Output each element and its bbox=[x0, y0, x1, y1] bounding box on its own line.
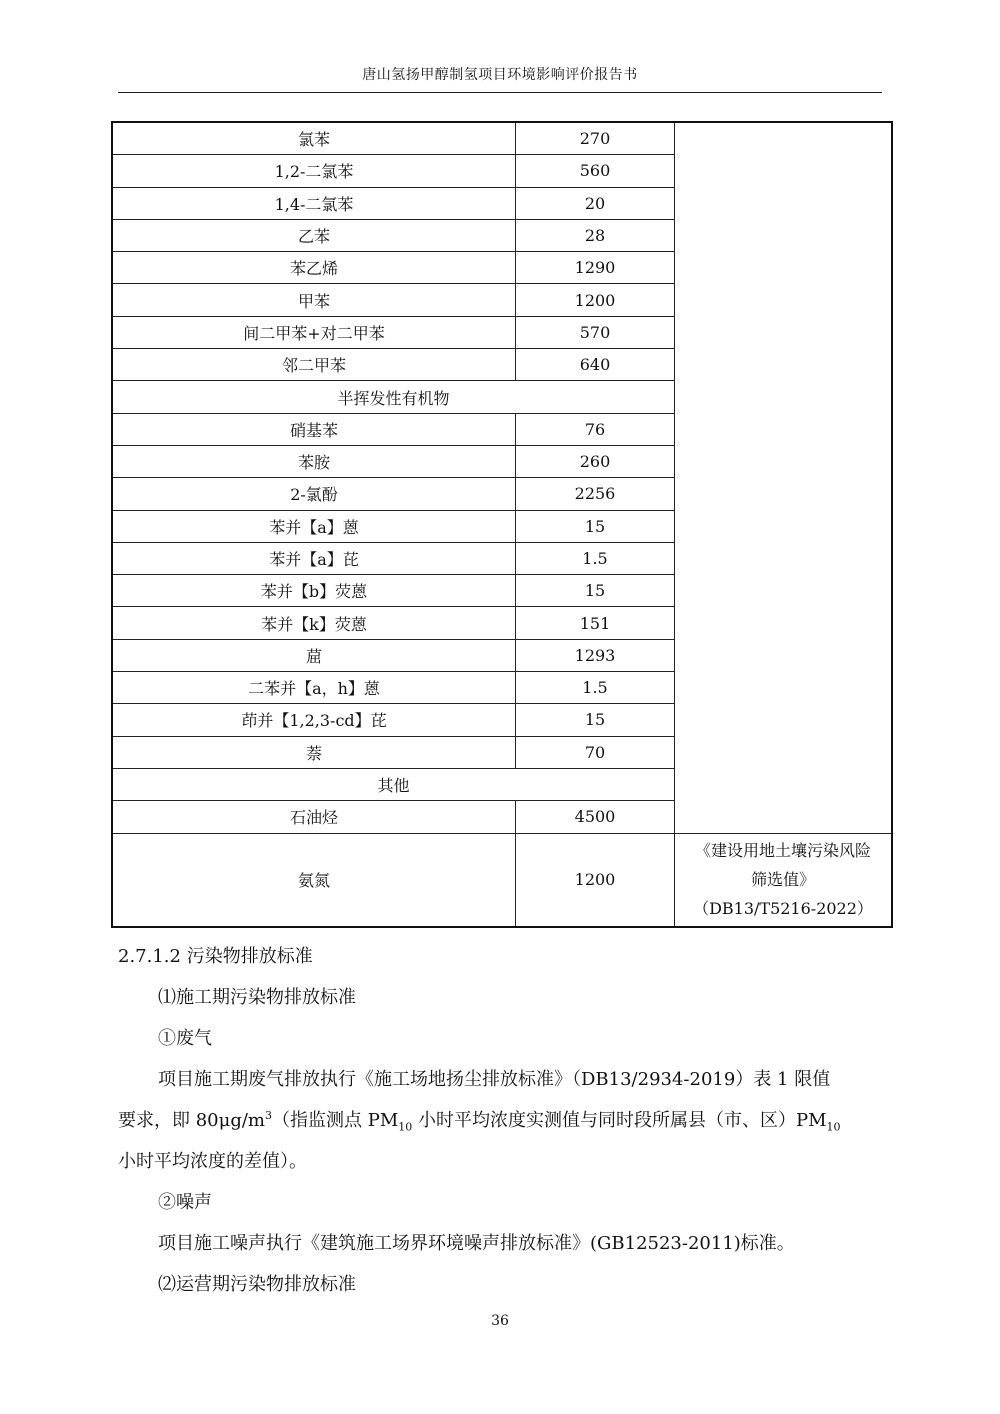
pollutant-name: 茚并【1,2,3-cd】芘 bbox=[112, 704, 516, 736]
screening-value: 151 bbox=[516, 607, 675, 639]
pollutant-name: 石油烃 bbox=[112, 801, 516, 833]
pollutant-name: 苯乙烯 bbox=[112, 252, 516, 284]
pollutant-name: 萘 bbox=[112, 736, 516, 768]
screening-value: 1.5 bbox=[516, 672, 675, 704]
screening-value: 260 bbox=[516, 445, 675, 477]
item-noise: ②噪声 bbox=[158, 1192, 212, 1213]
subheading-operation: ⑵运营期污染物排放标准 bbox=[158, 1274, 356, 1295]
screening-value: 28 bbox=[516, 219, 675, 251]
screening-value: 70 bbox=[516, 736, 675, 768]
standard-source: 《建设用地土壤污染风险 筛选值》 （DB13/T5216-2022） bbox=[675, 833, 893, 927]
screening-value: 1293 bbox=[516, 639, 675, 671]
item-waste-gas: ①废气 bbox=[158, 1028, 212, 1049]
pollutant-name: 氯苯 bbox=[112, 122, 516, 155]
pollutant-name: 苯胺 bbox=[112, 445, 516, 477]
table-row bbox=[112, 833, 892, 927]
pollutant-name: 䓛 bbox=[112, 639, 516, 671]
paragraph-waste-gas-line2: 要求，即 $80\mu g/m^3$（指监测点 $PM_{10}$ 小时平均浓度实测值与同时段所属县（市、区）$PM_{10}$ bbox=[118, 1109, 841, 1134]
pollutant-name: 苯并【a】蒽 bbox=[112, 510, 516, 542]
screening-value: 270 bbox=[516, 122, 675, 155]
pollutant-name: 苯并【k】荧蒽 bbox=[112, 607, 516, 639]
header-rule bbox=[118, 92, 882, 93]
section-label: 半挥发性有机物 bbox=[112, 381, 675, 413]
screening-value: 15 bbox=[516, 704, 675, 736]
screening-value: 15 bbox=[516, 575, 675, 607]
screening-value: 1290 bbox=[516, 252, 675, 284]
screening-value: 2256 bbox=[516, 478, 675, 510]
screening-value: 20 bbox=[516, 187, 675, 219]
paragraph-waste-gas-line1: 项目施工期废气排放执行《施工场地扬尘排放标准》（DB13/2934-2019）表 1 限值 bbox=[158, 1069, 831, 1090]
page-number: 36 bbox=[491, 1313, 509, 1329]
screening-value: 15 bbox=[516, 510, 675, 542]
section-label: 其他 bbox=[112, 768, 675, 800]
table-row bbox=[112, 122, 892, 155]
screening-value: 4500 bbox=[516, 801, 675, 833]
screening-value: 1.5 bbox=[516, 542, 675, 574]
pollutant-name: 氨氮 bbox=[112, 833, 516, 927]
subheading-construction: ⑴施工期污染物排放标准 bbox=[158, 987, 356, 1008]
paragraph-noise: 项目施工噪声执行《建筑施工场界环境噪声排放标准》(GB12523-2011)标准。 bbox=[158, 1233, 795, 1254]
screening-value: 76 bbox=[516, 413, 675, 445]
pollutant-name: 乙苯 bbox=[112, 219, 516, 251]
screening-value: 640 bbox=[516, 349, 675, 381]
section-heading: 2.7.1.2 污染物排放标准 bbox=[118, 946, 313, 967]
pollutant-name: 间二甲苯+对二甲苯 bbox=[112, 316, 516, 348]
pollutant-name: 二苯并【a，h】蒽 bbox=[112, 672, 516, 704]
paragraph-waste-gas-line3: 小时平均浓度的差值）。 bbox=[118, 1151, 307, 1172]
screening-value: 1200 bbox=[516, 284, 675, 316]
pollutant-name: 邻二甲苯 bbox=[112, 349, 516, 381]
standards-table bbox=[111, 121, 893, 928]
screening-value: 560 bbox=[516, 155, 675, 187]
pollutant-name: 苯并【b】荧蒽 bbox=[112, 575, 516, 607]
pollutant-name: 1,4-二氯苯 bbox=[112, 187, 516, 219]
pollutant-name: 硝基苯 bbox=[112, 413, 516, 445]
pollutant-name: 甲苯 bbox=[112, 284, 516, 316]
screening-value: 570 bbox=[516, 316, 675, 348]
pollutant-name: 1,2-二氯苯 bbox=[112, 155, 516, 187]
page-header-title: 唐山氢扬甲醇制氢项目环境影响评价报告书 bbox=[362, 67, 638, 83]
source-blank-cell bbox=[675, 122, 893, 833]
pollutant-name: 苯并【a】芘 bbox=[112, 542, 516, 574]
screening-value: 1200 bbox=[516, 833, 675, 927]
pollutant-name: 2-氯酚 bbox=[112, 478, 516, 510]
